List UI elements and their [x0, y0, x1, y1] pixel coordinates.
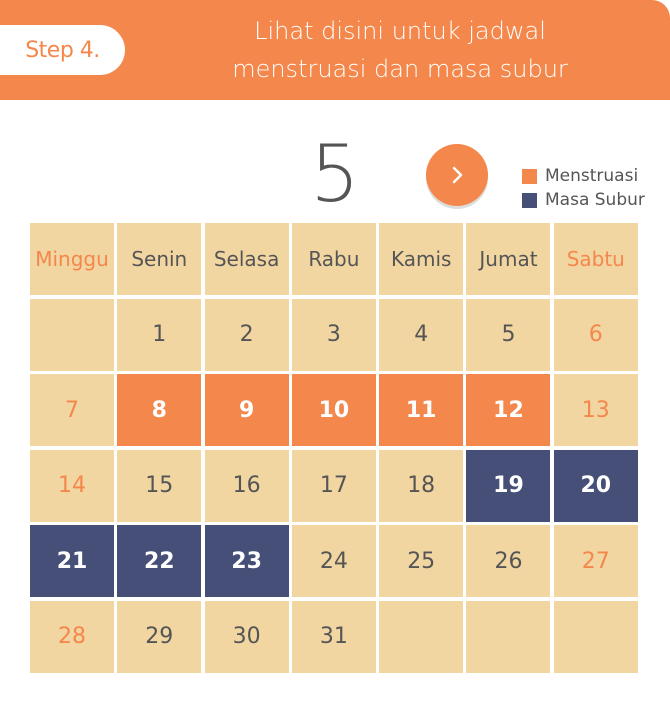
day-cell-10[interactable]: 10: [292, 374, 376, 446]
day-cell-6[interactable]: 6: [554, 299, 638, 371]
day-cell-11[interactable]: 11: [379, 374, 463, 446]
day-cell-27[interactable]: 27: [554, 525, 638, 597]
day-cell-1[interactable]: 1: [117, 299, 201, 371]
day-cell-23[interactable]: 23: [205, 525, 289, 597]
legend-swatch-menstruasi: [522, 169, 537, 184]
banner-title-line-2: menstruasi dan masa subur: [232, 55, 568, 83]
chevron-right-icon: [446, 164, 468, 186]
banner-title: [130, 12, 670, 88]
legend-label-masa-subur: Masa Subur: [545, 190, 645, 210]
empty-day-cell: [30, 299, 114, 371]
day-cell-24[interactable]: 24: [292, 525, 376, 597]
day-cell-8[interactable]: 8: [117, 374, 201, 446]
weekday-header-minggu: Minggu: [30, 223, 114, 295]
day-cell-3[interactable]: 3: [292, 299, 376, 371]
day-cell-25[interactable]: 25: [379, 525, 463, 597]
day-cell-15[interactable]: 15: [117, 450, 201, 522]
day-cell-18[interactable]: 18: [379, 450, 463, 522]
day-cell-31[interactable]: 31: [292, 601, 376, 673]
step-label: Step 4.: [0, 25, 125, 75]
day-cell-7[interactable]: 7: [30, 374, 114, 446]
banner-title-line-1: Lihat disini untuk jadwal: [254, 17, 546, 45]
legend-label-menstruasi: Menstruasi: [545, 166, 639, 186]
weekday-header-sabtu: Sabtu: [554, 223, 638, 295]
weekday-header-senin: Senin: [117, 223, 201, 295]
weekday-header-selasa: Selasa: [205, 223, 289, 295]
weekday-header-kamis: Kamis: [379, 223, 463, 295]
day-cell-26[interactable]: 26: [466, 525, 550, 597]
day-cell-17[interactable]: 17: [292, 450, 376, 522]
legend-swatch-masa-subur: [522, 193, 537, 208]
day-cell-21[interactable]: 21: [30, 525, 114, 597]
legend: [522, 164, 645, 212]
step-banner: [0, 0, 670, 100]
day-cell-29[interactable]: 29: [117, 601, 201, 673]
month-number: 5: [310, 130, 360, 220]
day-cell-5[interactable]: 5: [466, 299, 550, 371]
empty-day-cell: [554, 601, 638, 673]
empty-day-cell: [466, 601, 550, 673]
day-cell-2[interactable]: 2: [205, 299, 289, 371]
empty-day-cell: [379, 601, 463, 673]
day-cell-4[interactable]: 4: [379, 299, 463, 371]
weekday-header-rabu: Rabu: [292, 223, 376, 295]
day-cell-30[interactable]: 30: [205, 601, 289, 673]
day-cell-22[interactable]: 22: [117, 525, 201, 597]
legend-item-masa-subur: [522, 188, 645, 212]
calendar-grid: [30, 223, 638, 673]
day-cell-16[interactable]: 16: [205, 450, 289, 522]
weekday-header-jumat: Jumat: [466, 223, 550, 295]
day-cell-20[interactable]: 20: [554, 450, 638, 522]
day-cell-19[interactable]: 19: [466, 450, 550, 522]
next-month-button[interactable]: [426, 144, 488, 206]
day-cell-9[interactable]: 9: [205, 374, 289, 446]
day-cell-14[interactable]: 14: [30, 450, 114, 522]
legend-item-menstruasi: [522, 164, 645, 188]
day-cell-13[interactable]: 13: [554, 374, 638, 446]
day-cell-28[interactable]: 28: [30, 601, 114, 673]
day-cell-12[interactable]: 12: [466, 374, 550, 446]
